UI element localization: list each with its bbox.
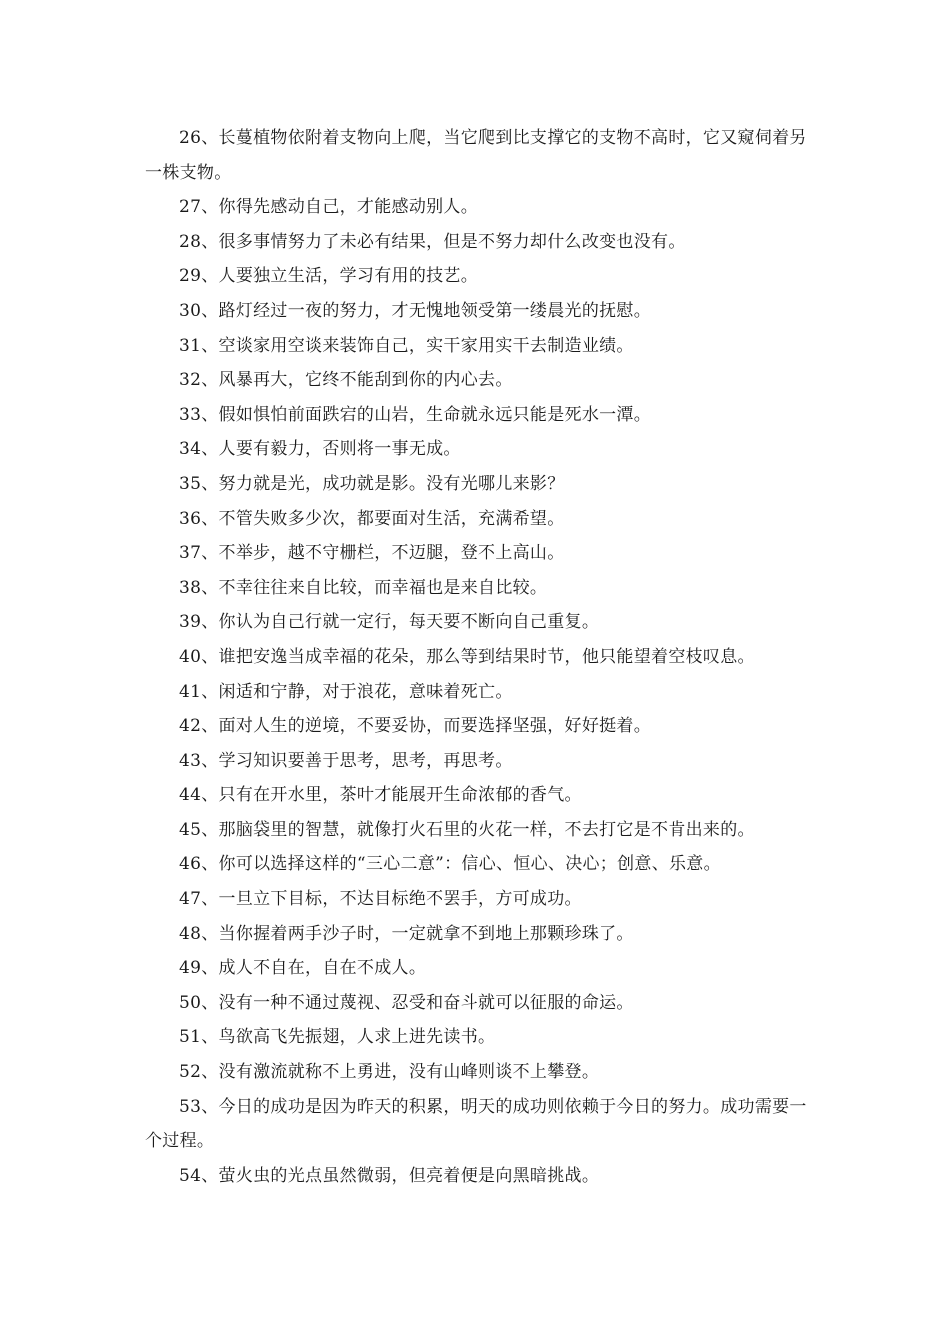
quote-39: 39、你认为自己行就一定行，每天要不断向自己重复。 xyxy=(179,612,600,633)
quote-31: 31、空谈家用空谈来装饰自己，实干家用实干去制造业绩。 xyxy=(179,335,634,356)
quote-37: 37、不举步，越不守栅栏，不迈腿，登不上高山。 xyxy=(179,543,565,564)
quote-33: 33、假如惧怕前面跌宕的山岩，生命就永远只能是死水一潭。 xyxy=(179,404,652,425)
quote-42: 42、面对人生的逆境，不要妥协，而要选择坚强，好好挺着。 xyxy=(179,716,652,737)
quote-51: 51、鸟欲高飞先振翅，人求上进先读书。 xyxy=(179,1027,496,1048)
quote-40: 40、谁把安逸当成幸福的花朵，那么等到结果时节，他只能望着空枝叹息。 xyxy=(179,646,755,667)
quote-36: 36、不管失败多少次，都要面对生活，充满希望。 xyxy=(179,508,565,529)
quote-28: 28、很多事情努力了未必有结果，但是不努力却什么改变也没有。 xyxy=(179,231,686,252)
quote-53: 53、今日的成功是因为昨天的积累，明天的成功则依赖于今日的努力。成功需要一个过程。 xyxy=(145,1096,807,1152)
quote-46: 46、你可以选择这样的“三心二意”：信心、恒心、决心；创意、乐意。 xyxy=(179,854,721,875)
quote-48: 48、当你握着两手沙子时，一定就拿不到地上那颗珍珠了。 xyxy=(179,923,634,944)
quote-34: 34、人要有毅力，否则将一事无成。 xyxy=(179,439,461,460)
quote-27: 27、你得先感动自己，才能感动别人。 xyxy=(179,197,479,218)
document-body xyxy=(145,121,810,1193)
quote-47: 47、一旦立下目标，不达目标绝不罢手，方可成功。 xyxy=(179,889,582,910)
quote-41: 41、闲适和宁静，对于浪花，意味着死亡。 xyxy=(179,681,513,702)
quote-35: 35、努力就是光，成功就是影。没有光哪儿来影？ xyxy=(179,473,565,494)
quote-29: 29、人要独立生活，学习有用的技艺。 xyxy=(179,266,479,287)
quote-30: 30、路灯经过一夜的努力，才无愧地领受第一缕晨光的抚慰。 xyxy=(179,300,652,321)
quote-32: 32、风暴再大，它终不能刮到你的内心去。 xyxy=(179,370,513,391)
quote-54: 54、萤火虫的光点虽然微弱，但亮着便是向黑暗挑战。 xyxy=(179,1165,600,1186)
quote-52: 52、没有激流就称不上勇进，没有山峰则谈不上攀登。 xyxy=(179,1062,600,1083)
quote-50: 50、没有一种不通过蔑视、忍受和奋斗就可以征服的命运。 xyxy=(179,992,634,1013)
quote-44: 44、只有在开水里，茶叶才能展开生命浓郁的香气。 xyxy=(179,785,582,806)
quote-38: 38、不幸往往来自比较，而幸福也是来自比较。 xyxy=(179,577,548,598)
quote-49: 49、成人不自在，自在不成人。 xyxy=(179,958,427,979)
quote-26: 26、长蔓植物依附着支物向上爬，当它爬到比支撑它的支物不高时，它又窥伺着另一株支物。 xyxy=(145,128,807,183)
quote-43: 43、学习知识要善于思考，思考，再思考。 xyxy=(179,750,513,771)
quote-45: 45、那脑袋里的智慧，就像打火石里的火花一样，不去打它是不肯出来的。 xyxy=(179,819,755,840)
